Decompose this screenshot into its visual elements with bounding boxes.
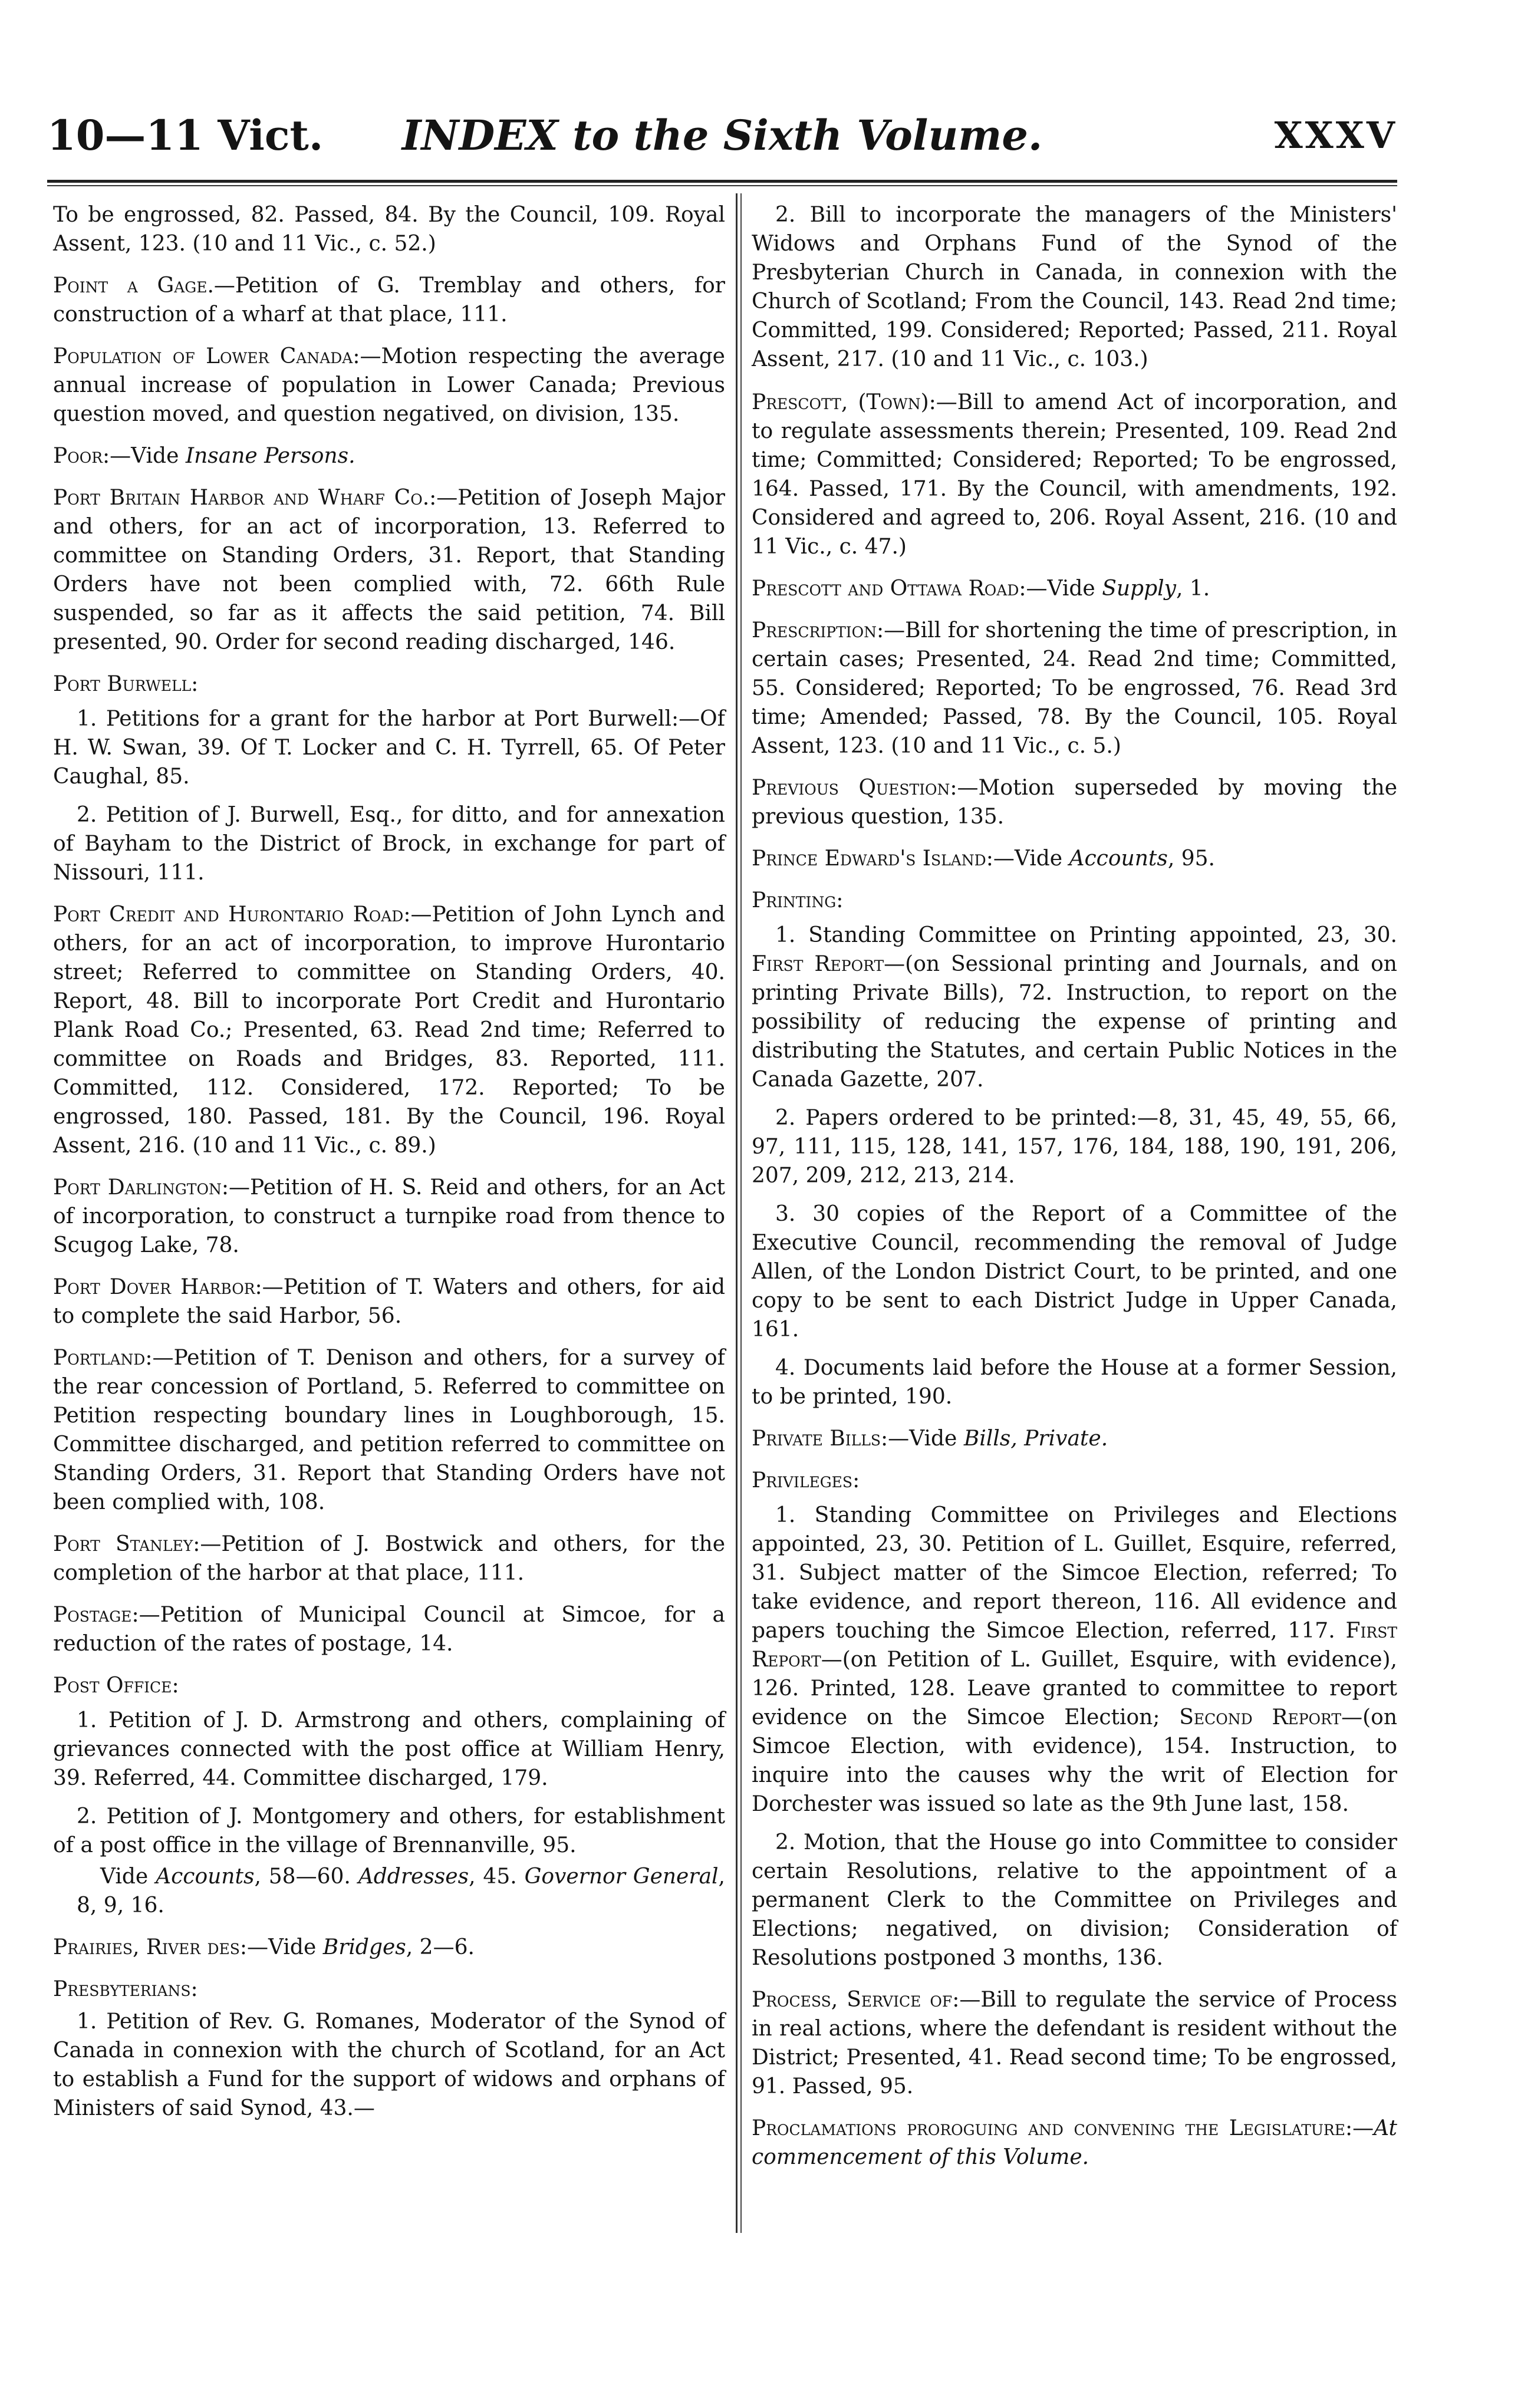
entry-heading: Printing: [752, 888, 837, 913]
entry-see-also: [53, 1862, 725, 1920]
entry-heading-line: [53, 1975, 725, 2004]
entry-heading: Port Burwell: [53, 672, 192, 696]
index-entry-port-britain: [53, 483, 725, 657]
entry-heading: Port Britain Harbor and Wharf Co.: [53, 486, 430, 510]
entry-body: :—Bill to amend Act of incorporation, and to regulate assessments therein; Presented, 109. Read 2nd time; Committed; Considered; Reported; To be engrossed, 164. Passed, 171. By the Council, with amendments, 192. Considered and agreed to, 206. Royal Assent, 216. (10 and 11 Vic., c. 47.): [752, 390, 1397, 559]
index-entry-port-credit: [53, 900, 725, 1160]
index-entry-prescott-ottawa-road: [752, 574, 1397, 603]
index-entry-portland: [53, 1343, 725, 1517]
entry-body: :—Petition of T. Denison and others, for a survey of the rear concession of Portland, 5. Referred to committee on Petition respecting boundary lines in Loughborough, 15. Committee discharged, and petition referred to committee on Standing Orders, 31. Report that Standing Orders have not been complied with, 108.: [53, 1346, 725, 1514]
index-entry-presbyterians: [53, 1975, 725, 2123]
entry-body: :—Bill to regulate the service of Process in real actions, where the defendant is resident without the District; Presented, 41. Read second time; To be engrossed, 91. Passed, 95.: [752, 1988, 1398, 2099]
left-column: [53, 200, 725, 2136]
index-entry-population: [53, 342, 725, 429]
entry-text: —(on Sessional printing and Journals, and on printing Private Bills), 72. Instruction, to report on the possibility of reducing the expense of printing and distributing the Statutes, and certain Public Notices in the Canada Gazette, 207.: [752, 952, 1397, 1092]
entry-body: :—Petition of J. Bostwick and others, for the completion of the harbor at that place, 111.: [53, 1532, 726, 1585]
entry-body: :—Petition of T. Waters and others, for aid to complete the said Harbor, 56.: [53, 1275, 725, 1328]
entry-heading: Portland: [53, 1346, 146, 1370]
page-header: [47, 106, 1397, 165]
index-entry-continued: To be engrossed, 82. Passed, 84. By the Council, 109. Royal Assent, 123. (10 and 11 Vic., c. 52.): [53, 203, 725, 256]
entry-cross-reference: Accounts: [1069, 846, 1168, 871]
entry-heading-line: [53, 670, 725, 699]
entry-heading: Process, Service of: [752, 1988, 953, 2012]
entry-vide: :—Vide: [239, 1935, 323, 1959]
index-entry-port-dover: [53, 1273, 725, 1330]
index-entry-privileges: [752, 1466, 1397, 1972]
entry-text: —(on Simcoe Election, with evidence), 154. Instruction, to inquire into the causes why the writ of Election for Dorchester was issued so late as the 9th June last, 158.: [752, 1705, 1398, 1816]
entry-heading: Postage: [53, 1603, 132, 1627]
entry-subitem: 1. Petition of Rev. G. Romanes, Moderator of the Synod of Canada in connexion with the church of Scotland, for an Act to establish a Fund for the support of widows and orphans of Ministers of said Synod, 43.—: [53, 2010, 725, 2120]
entry-body: :—Petition of John Lynch and others, for an act of incorporation, to improve Hurontario street; Referred to committee on Standing Orders, 40. Report, 48. Bill to incorporate Port Credit and Hurontario Plank Road Co.; Presented, 63. Read 2nd time; Referred to committee on Roads and Bridges, 83. Reported, 111. Committed, 112. Considered, 172. Reported; To be engrossed, 180. Passed, 181. By the Council, 196. Royal Assent, 216. (10 and 11 Vic., c. 89.): [53, 902, 725, 1158]
index-entry-printing: [752, 886, 1397, 1411]
entry-subitem: 2. Petition of J. Burwell, Esq., for ditto, and for annexation of Bayham to the District of Brock, in exchange for part of Nissouri, 111.: [53, 803, 725, 885]
entry-vide: :—Vide: [881, 1427, 964, 1451]
entry-colon: :: [191, 672, 199, 696]
entry-heading: Prescott and Ottawa Road: [752, 577, 1019, 601]
entry-heading: Post Office: [53, 1674, 172, 1698]
entry-pages: , 45.: [469, 1865, 525, 1889]
report-label: Second Report: [1179, 1705, 1342, 1730]
entry-cross-reference: Insane Persons.: [185, 444, 355, 468]
entry-heading-line: [752, 886, 1397, 915]
entry-heading: Port Dover Harbor: [53, 1275, 255, 1299]
index-entry-prescription: [752, 616, 1397, 760]
entry-heading: Previous Question: [752, 776, 950, 800]
entry-heading-line: [53, 1671, 725, 1700]
entry-body: —Petition of G. Tremblay and others, for construction of a wharf at that place, 111.: [53, 274, 725, 327]
entry-heading: Point a Gage.: [53, 274, 214, 298]
entry-vide: :—Vide: [1019, 577, 1102, 601]
entry-cross-reference: Supply: [1102, 577, 1176, 601]
entry-body: :—Motion superseded by moving the previous question, 135.: [752, 776, 1397, 829]
entry-heading: Port Stanley: [53, 1532, 193, 1556]
entry-pages: , 58—60.: [254, 1865, 358, 1889]
entry-vide: :—: [1345, 2116, 1374, 2140]
entry-body: :—Petition of H. S. Reid and others, for an Act of incorporation, to construct a turnpike road from thence to Scugog Lake, 78.: [53, 1175, 725, 1257]
entry-heading: Privileges: [752, 1468, 853, 1493]
index-entry-point-a-gage: [53, 271, 725, 329]
index-entry-private-bills: [752, 1424, 1397, 1453]
entry-cross-reference: Bills, Private.: [963, 1427, 1108, 1451]
entry-heading: Port Credit and Hurontario Road: [53, 902, 404, 927]
entry-heading: Prescription: [752, 618, 877, 643]
entry-subitem: [752, 1501, 1397, 1819]
entry-cross-reference: Governor General: [524, 1865, 719, 1889]
header-rule-thin: [47, 185, 1397, 186]
entry-text: —(on Petition of L. Guillet, Esquire, with evidence), 126. Printed, 128. Leave granted to committee to report evidence on the Simcoe Election;: [752, 1648, 1397, 1730]
entry-cross-reference: At commencement of this Volume.: [752, 2116, 1397, 2169]
header-page-number: XXXV: [1274, 114, 1397, 157]
index-entry-poor: [53, 442, 725, 470]
entry-heading: Port Darlington: [53, 1175, 222, 1200]
entry-heading: Prescott, (Town): [752, 390, 929, 414]
entry-text: 1. Standing Committee on Privileges and Elections appointed, 23, 30. Petition of L. Guillet, Esquire, referred, 31. Subject matter of the Simcoe Election, referred; To take evidence, and report thereon, 116. All evidence and papers touching the Simcoe Election, referred, 117.: [752, 1503, 1397, 1643]
index-entry-proclamations: [752, 2114, 1397, 2172]
entry-pages: , 95.: [1167, 846, 1215, 871]
header-rule-thick: [47, 180, 1397, 183]
column-divider: [736, 193, 738, 2233]
entry-body: :—Motion respecting the average annual increase of population in Lower Canada; Previous question moved, and question negatived, on division, 135.: [53, 344, 725, 426]
entry-subitem: 2. Motion, that the House go into Committee to consider certain Resolutions, relative to the appointment of a permanent Clerk to the Committee on Privileges and Elections; negatived, on division; Consideration of Resolutions postponed 3 months, 136.: [752, 1830, 1397, 1970]
entry-body: :—Bill for shortening the time of prescription, in certain cases; Presented, 24. Read 2nd time; Committed, 55. Considered; Reported; To be engrossed, 76. Read 3rd time; Amended; Passed, 78. By the Council, 105. Royal Assent, 123. (10 and 11 Vic., c. 5.): [752, 618, 1398, 758]
index-entry-previous-question: [752, 773, 1397, 831]
entry-body: :—Petition of Municipal Council at Simcoe, for a reduction of the rates of postage, 14.: [53, 1603, 725, 1656]
entry-subitem: [752, 921, 1397, 1094]
entry-subitem: 2. Bill to incorporate the managers of the Ministers' Widows and Orphans Fund of the Synod of the Presbyterian Church in Canada, in connexion with the Church of Scotland; From the Council, 143. Read 2nd time; Committed, 199. Considered; Reported; Passed, 211. Royal Assent, 217. (10 and 11 Vic., c. 103.): [752, 203, 1397, 371]
entry-heading: Poor: [53, 444, 103, 468]
entry-cross-reference: Accounts: [156, 1865, 255, 1889]
index-entry-port-stanley: [53, 1530, 725, 1587]
entry-subitem: 3. 30 copies of the Report of a Committee of the Executive Council, recommending the removal of Judge Allen, of the London District Court, to be printed, and one copy to be sent to each District Judge in Upper Canada, 161.: [752, 1202, 1397, 1342]
header-title: INDEX to the Sixth Volume.: [401, 111, 1043, 160]
entry-text: 1. Standing Committee on Printing appointed, 23, 30.: [775, 923, 1397, 947]
entry-heading: Private Bills: [752, 1427, 881, 1451]
index-entry-postage: [53, 1600, 725, 1658]
entry-colon: :: [190, 1977, 198, 2001]
entry-colon: :: [172, 1674, 179, 1698]
header-regnal-year: 10—11 Vict.: [47, 111, 324, 160]
entry-pages: , 2—6.: [406, 1935, 475, 1959]
right-column: [752, 200, 1397, 2185]
entry-cross-reference: Addresses: [358, 1865, 469, 1889]
entry-heading: Presbyterians: [53, 1977, 191, 2001]
entry-heading: Prairies, River des: [53, 1935, 240, 1959]
index-entry-port-burwell: [53, 670, 725, 887]
entry-vide: Vide: [100, 1865, 156, 1889]
entry-vide: :—Vide: [103, 444, 186, 468]
index-entry-prince-edwards-island: [752, 844, 1397, 873]
entry-colon: :: [852, 1468, 860, 1493]
index-entry-port-darlington: [53, 1173, 725, 1260]
entry-pages: , 1.: [1176, 577, 1210, 601]
entry-heading: Population of Lower Canada: [53, 344, 353, 368]
entry-subitem: 1. Petition of J. D. Armstrong and others, complaining of grievances connected with the post office at William Henry, 39. Referred, 44. Committee discharged, 179.: [53, 1708, 725, 1790]
index-entry-process-service: [752, 1985, 1397, 2101]
entry-body: :—Petition of Joseph Major and others, for an act of incorporation, 13. Referred to committee on Standing Orders, 31. Report, that Standing Orders have not been complied with, 72. 66th Rule suspended, so far as it affects the said petition, 74. Bill presented, 90. Order for second reading discharged, 146.: [53, 486, 726, 654]
entry-heading-line: [752, 1466, 1397, 1495]
report-label: First Report: [752, 952, 884, 976]
entry-heading: Prince Edward's Island: [752, 846, 986, 871]
entry-cross-reference: Bridges: [322, 1935, 406, 1959]
entry-pages: , 8, 9, 16.: [77, 1865, 725, 1918]
index-entry-prescott-town: [752, 388, 1397, 561]
column-divider-inner: [740, 193, 742, 2233]
entry-subitem: 1. Petitions for a grant for the harbor at Port Burwell:—Of H. W. Swan, 39. Of T. Locker and C. H. Tyrrell, 65. Of Peter Caughal, 85.: [53, 707, 725, 789]
report-label: First Report: [752, 1619, 1397, 1672]
entry-heading: Proclamations proroguing and convening the Legislature: [752, 2116, 1346, 2140]
index-entry-post-office: [53, 1671, 725, 1920]
entry-vide: :—Vide: [986, 846, 1069, 871]
entry-colon: :: [836, 888, 844, 913]
index-entry-prairies: [53, 1933, 725, 1962]
entry-subitem: 2. Petition of J. Montgomery and others, for establishment of a post office in the village of Brennanville, 95.: [53, 1804, 725, 1857]
entry-subitem: 4. Documents laid before the House at a former Session, to be printed, 190.: [752, 1356, 1397, 1409]
entry-subitem: 2. Papers ordered to be printed:—8, 31, 45, 49, 55, 66, 97, 111, 115, 128, 141, 157, 176, 184, 188, 190, 191, 206, 207, 209, 212, 213, 214.: [752, 1106, 1397, 1188]
